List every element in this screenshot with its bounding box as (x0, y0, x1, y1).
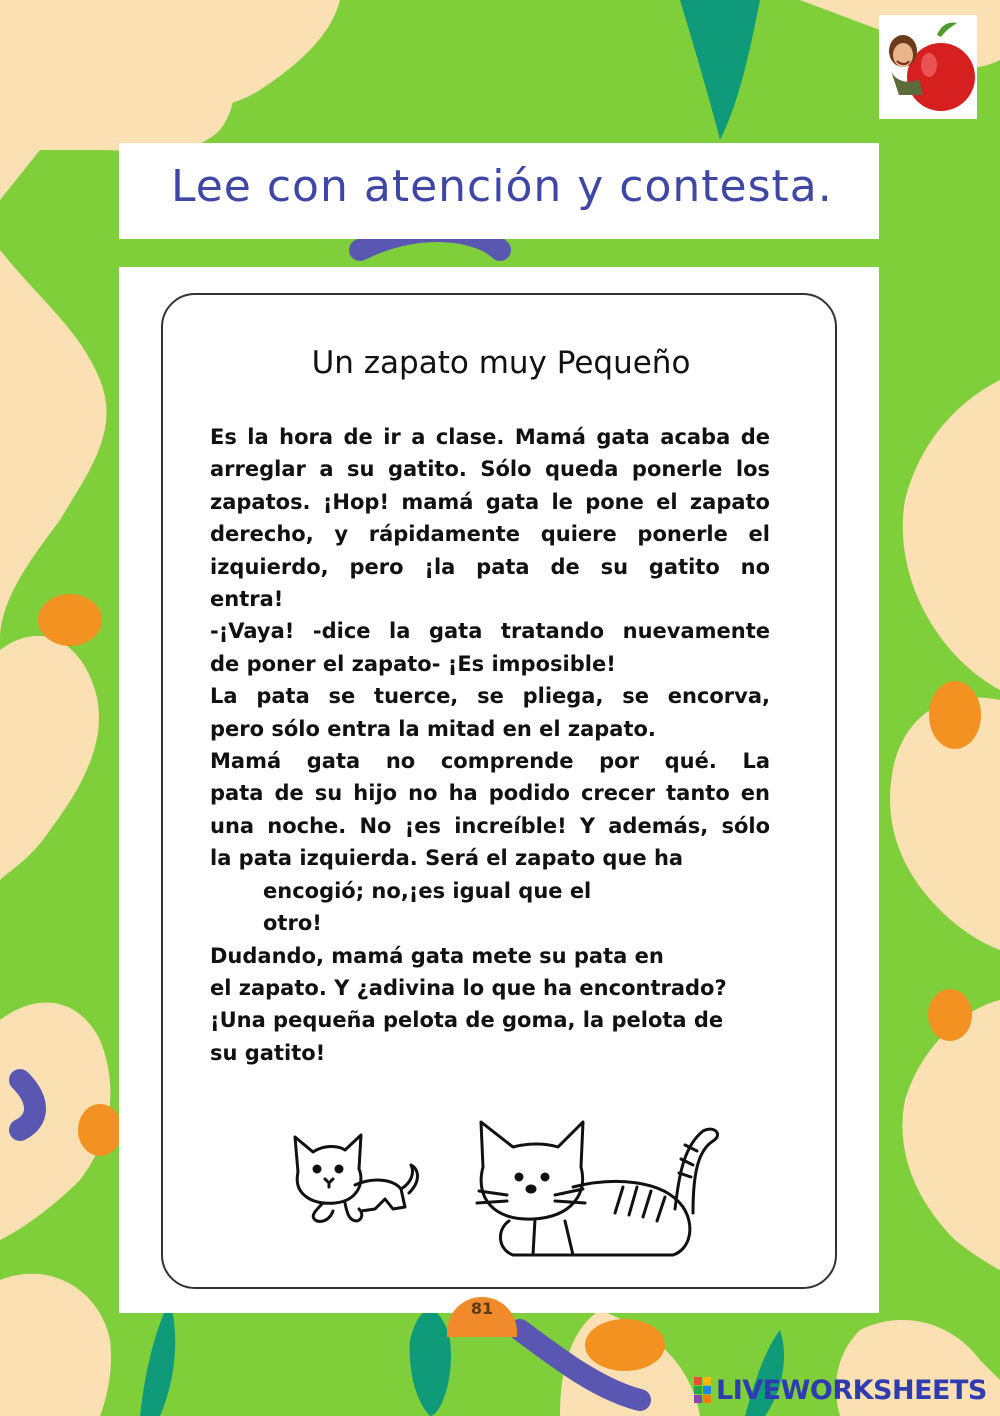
story-line: izquierdo, pero ¡la pata de su gatito no (210, 554, 770, 579)
story-line: entra! (210, 587, 284, 612)
story-line: la pata izquierda. Será el zapato que ha (210, 846, 684, 871)
apple-avatar-icon (879, 15, 977, 119)
story-line: zapatos. ¡Hop! mamá gata le pone el zapato (210, 489, 770, 514)
instruction-banner (119, 143, 879, 239)
story-line: Mamá gata no comprende por qué. La (210, 749, 770, 774)
story-line: ¡Una pequeña pelota de goma, la pelota de (210, 1008, 724, 1033)
story-line: -¡Vaya! -dice la gata tratando nuevamente (210, 619, 770, 644)
brand-name: LIVEWORKSHEETS (716, 1375, 987, 1406)
cat-legs (533, 1219, 573, 1255)
story-line: pata de su hijo no ha podido crecer tanto en (210, 781, 770, 806)
story-line: su gatito! (210, 1040, 326, 1065)
kitten-head (295, 1135, 361, 1203)
story-line: arreglar a su gatito. Sólo queda ponerle los (210, 457, 770, 482)
story-line: una noche. No ¡es increíble! Y además, sólo (210, 813, 770, 838)
worksheet-page (119, 267, 879, 1313)
kitten-legs (313, 1203, 362, 1221)
instruction-title: Lee con atención y contesta. (171, 161, 833, 212)
liveworksheets-logo[interactable] (694, 1375, 994, 1409)
cat-tail (675, 1129, 718, 1213)
story-title: Un zapato muy Pequeño (311, 345, 691, 381)
story-line: otro! (263, 911, 322, 936)
page-number-tab (447, 1297, 517, 1337)
logo-badge-icon (694, 1377, 712, 1405)
story-line: derecho, y rápidamente quiere ponerle el (210, 522, 770, 547)
kitten-tail (401, 1165, 418, 1193)
page-number: 81 (470, 1299, 494, 1318)
kitten-body (355, 1180, 405, 1211)
two-cats-drawing (283, 1117, 723, 1277)
story-line: Dudando, mamá gata mete su pata en (210, 943, 664, 968)
avatar (879, 15, 977, 119)
story-line: La pata se tuerce, se pliega, se encorva, (210, 684, 770, 709)
story-line: Es la hora de ir a clase. Mamá gata acaba de (210, 425, 770, 449)
cat-head (481, 1122, 583, 1219)
cats-illustration (283, 1117, 723, 1277)
story-line: pero sólo entra la mitad en el zapato. (210, 716, 656, 741)
story-line: de poner el zapato- ¡Es imposible! (210, 651, 616, 676)
story-line: encogió; no,¡es igual que el (263, 878, 592, 903)
story-card (161, 293, 837, 1289)
story-body (210, 421, 770, 1069)
story-line: el zapato. Y ¿adivina lo que ha encontrado? (210, 975, 727, 1000)
